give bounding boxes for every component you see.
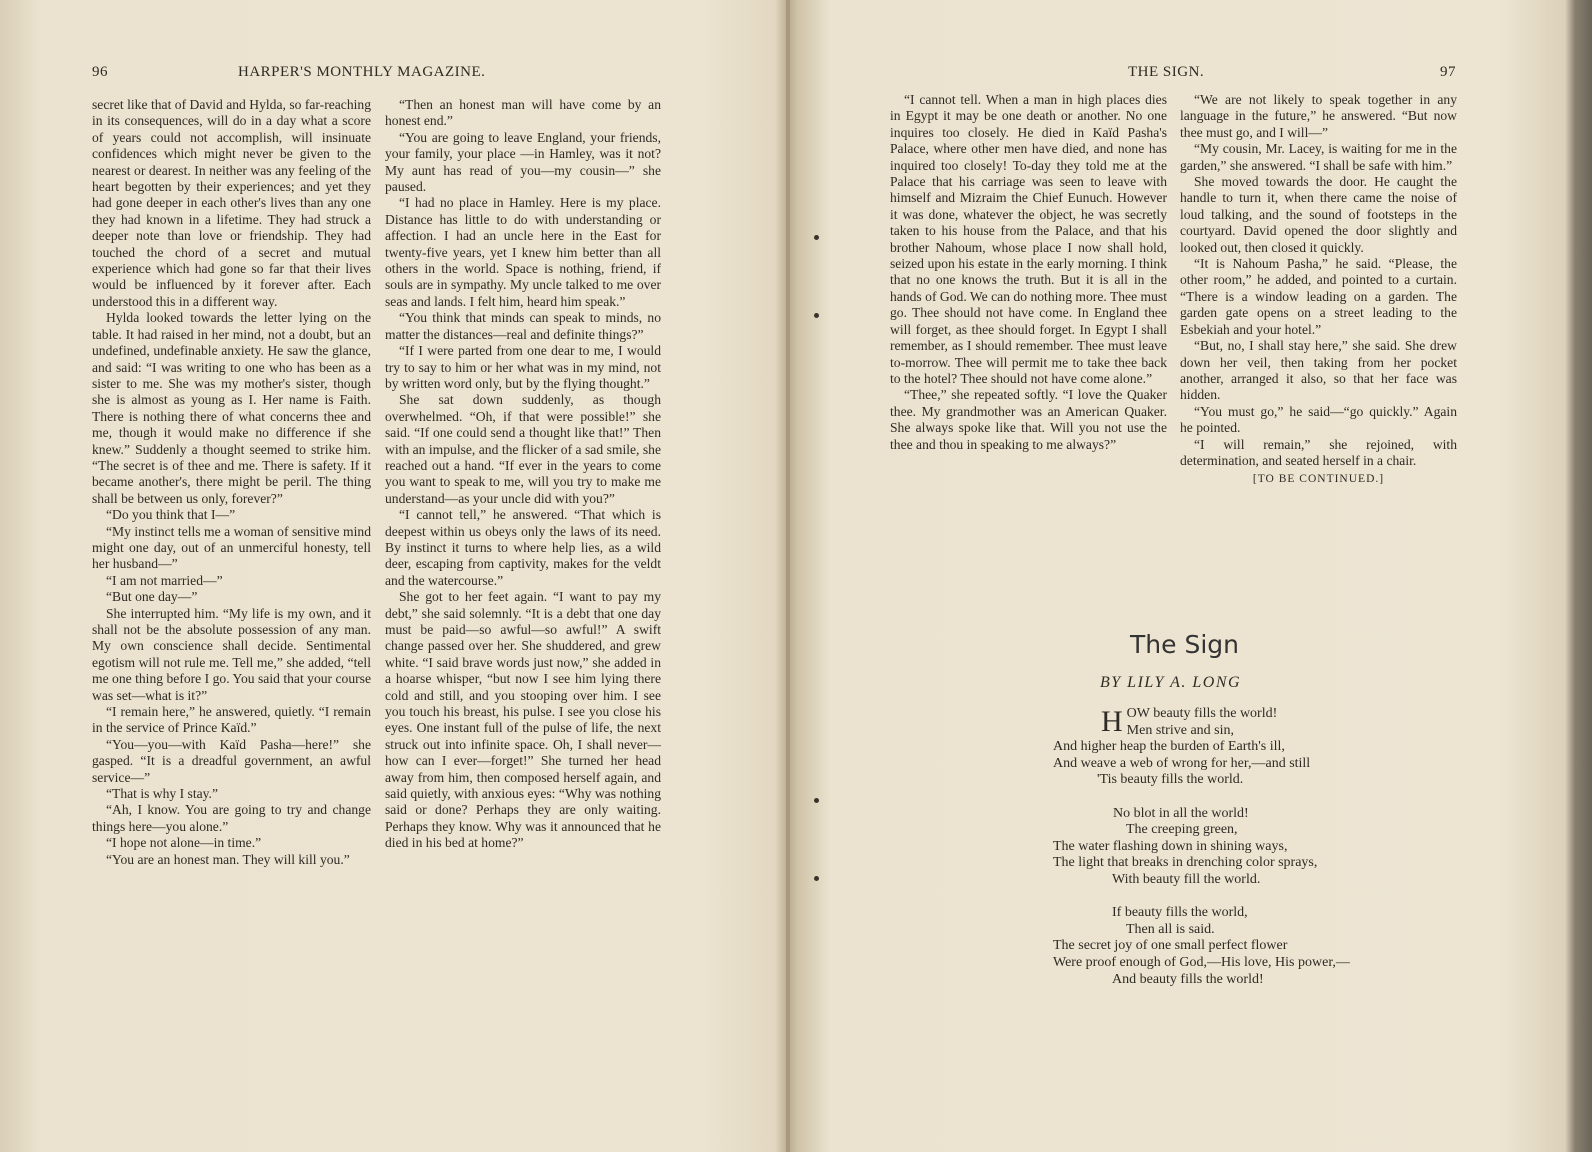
binding-hole xyxy=(814,313,819,318)
paragraph: “We are not likely to speak together in any language in the future,” he answered. “But now thee must go, and I will—” xyxy=(1180,92,1457,140)
poem-byline: BY LILY A. LONG xyxy=(1100,674,1242,691)
paragraph: She moved towards the door. He caught the handle to turn it, when there came the noise of loud talking, and the sound of footsteps in the courtyard. David opened the door slightly and looked out, then closed it quickly. xyxy=(1180,174,1457,255)
paragraph: “Ah, I know. You are going to try and change things here—you alone.” xyxy=(92,802,371,834)
right-column-2 xyxy=(1180,92,1457,488)
poem-line: The water flashing down in shining ways, xyxy=(1053,838,1288,854)
poem-line: Were proof enough of God,—His love, His power,— xyxy=(1053,954,1350,970)
poem-line: HOW beauty fills the world! xyxy=(1101,705,1278,738)
paragraph: “Do you think that I—” xyxy=(106,507,236,523)
poem-line: And higher heap the burden of Earth's ill, xyxy=(1053,739,1285,755)
paragraph: She got to her feet again. “I want to pay my debt,” she said solemnly. “It is a debt that one day must be paid—so awful—so awful!” A swift change passed over her. She shuddered, and grew white. “I said brave words just now,” she added in a hoarse whisper, “but now I see him lying there cold and still, and you stooping over him. I see you touch his breast, his pulse. I see you close his eyes. One instant full of the pulse of life, the next struck out into infinite space. Oh, I shall never—how can I ever—forget!” She turned her head away from him, then composed herself again, and said quietly, with anxious eyes: “Why was nothing said or done? Perhaps they are only waiting. Perhaps they know. Why was it announced that he died in his bed at home?” xyxy=(385,589,661,851)
paragraph: “If I were parted from one dear to me, I would try to say to him or her what was in my mind, not by written word only, but by the flying thought.” xyxy=(385,343,661,391)
binding-hole xyxy=(814,235,819,240)
page-number-left: 96 xyxy=(92,64,108,80)
poem-line: No blot in all the world! xyxy=(1113,805,1249,821)
paragraph: “You—you—with Kaïd Pasha—here!” she gasped. “It is a dreadful government, an awful service—” xyxy=(92,736,371,785)
paragraph: “Thee,” she repeated softly. “I love the Quaker thee. My grandmother was an American Quaker. She always spoke like that. Will you not use the thee and thou in speaking to me always?” xyxy=(890,387,1167,452)
paragraph: “It is Nahoum Pasha,” he said. “Please, the other room,” he added, and pointed to a curtain. “There is a window leading on a garden. The garden gate opens on a street leading to the Esbekiah and your hotel.” xyxy=(1180,256,1457,337)
stanza-1 xyxy=(1053,706,1350,789)
binding-hole xyxy=(814,798,819,803)
paragraph: “You must go,” he said—“go quickly.” Again he pointed. xyxy=(1180,403,1457,436)
left-page xyxy=(0,0,788,1152)
poem-line: Then all is said. xyxy=(1126,921,1215,937)
right-column-1 xyxy=(890,92,1167,453)
poem-line: With beauty fill the world. xyxy=(1112,871,1261,887)
running-head-right: THE SIGN. xyxy=(1128,64,1205,80)
paragraph: “I will remain,” she rejoined, with determination, and seated herself in a chair. xyxy=(1180,436,1457,468)
poem-line: The secret joy of one small perfect flower xyxy=(1053,938,1288,954)
paragraph: “You think that minds can speak to minds, no matter the distances—real and definite things?” xyxy=(385,310,661,342)
stanza-2 xyxy=(1053,806,1350,889)
paragraph: secret like that of David and Hylda, so far-reaching in its consequences, will do in a day what a score of years could not accomplish, will insinuate confidences which might never be given to the nearest or dearest. In neither was any feeling of the heart begotten by their experiences; and yet they had gone deeper in each other's lives than any one they had known in a lifetime. They had struck a deeper note than love or friendship. They had touched the chord of a secret and mutual experience which had gone so far that their lives would be influenced by it forever after. Each understood this in a different way. xyxy=(92,97,371,309)
stanza-3 xyxy=(1053,905,1350,988)
poem xyxy=(1053,706,1350,1005)
poem-line: Men strive and sin, xyxy=(1126,722,1234,738)
paragraph: “My cousin, Mr. Lacey, is waiting for me in the garden,” she answered. “I shall be safe with him.” xyxy=(1180,141,1457,173)
poem-line: And beauty fills the world! xyxy=(1112,971,1264,987)
poem-title: The Sign xyxy=(1130,630,1239,659)
poem-line: The light that breaks in drenching color sprays, xyxy=(1053,855,1318,871)
page-number-right: 97 xyxy=(1440,64,1456,80)
paragraph: She interrupted him. “My life is my own, and it shall not be the absolute possession of any man. My own conscience shall decide. Sentimental egotism will not rule me. Tell me,” she added, “tell me one thing before I go. You said that your course was set—what is it?” xyxy=(92,605,371,703)
paragraph: “That is why I stay.” xyxy=(106,786,218,802)
paragraph: “I remain here,” he answered, quietly. “I remain in the service of Prince Kaïd.” xyxy=(92,704,371,736)
paragraph: Hylda looked towards the letter lying on the table. It had raised in her mind, not a doubt, but an undefined, undefinable anxiety. He saw the glance, and said: “I was writing to one who has been as a sister to me. She was my mother's sister, though she is almost as young as I. Her name is Faith. There is nothing there of what concerns thee and me, though it would make no difference if she knew.” Suddenly a thought seemed to strike him. “The secret is of thee and me. There is safety. If it became another's, there might be peril. The thing shall be between us only, forever?” xyxy=(92,310,371,506)
paragraph: “You are going to leave England, your friends, your family, your place —in Hamley, was it not? My aunt has read of you—my cousin—” she paused. xyxy=(385,129,661,195)
poem-line: And weave a web of wrong for her,—and still xyxy=(1053,755,1311,771)
binding-hole xyxy=(814,876,819,881)
paragraph: “My instinct tells me a woman of sensitive mind might one day, out of an unmerciful honesty, tell her husband—” xyxy=(92,523,371,572)
poem-line: The creeping green, xyxy=(1126,822,1238,838)
paragraph: “But one day—” xyxy=(106,589,198,605)
paragraph: “I had no place in Hamley. Here is my place. Distance has little to do with understanding or affection. I had an uncle here in the East for twenty-five years, yet I knew him better than all others in the world. Space is nothing, friend, if souls are in sympathy. My uncle talked to me over seas and lands. I felt him, heard him speak.” xyxy=(385,195,661,309)
poem-line: 'Tis beauty fills the world. xyxy=(1097,772,1244,788)
paragraph: “I cannot tell,” he answered. “That which is deepest within us obeys only the laws of its need. By instinct it turns to where help lies, as a wild deer, escaping from captivity, makes for the veldt and the watercourse.” xyxy=(385,507,661,588)
left-column-2 xyxy=(385,97,661,852)
paragraph: “I hope not alone—in time.” xyxy=(106,835,262,851)
poem-line: If beauty fills the world, xyxy=(1112,905,1248,921)
paragraph: She sat down suddenly, as though overwhelmed. “Oh, if that were possible!” she said. “If one could send a thought like that!” Then with an impulse, and the flicker of a sad smile, she reached out a hand. “If ever in the years to come you want to speak to me, will you try to make me understand—as your uncle did with you?” xyxy=(385,392,661,506)
running-head-left: HARPER'S MONTHLY MAGAZINE. xyxy=(238,64,486,80)
paragraph: “I cannot tell. When a man in high places dies in Egypt it may be one death or another. No one inquires too closely. He died in Kaïd Pasha's Palace, where other men have died, and none has inquired too closely! To-day they told me at the Palace that his carriage was seen to leave with himself and Mizraim the Chief Eunuch. However it was done, whatever the object, he was secretly taken to his house from the Palace, and that his brother Nahoum, whose place I now shall hold, seized upon his estate in the early morning. I think that no one knows the truth. But it is all in the hands of God. We can do nothing more. Thee must go. Thee should not have come. In England thee will forget, as thee should forget. In Egypt I shall remember, as I should remember. Thee must leave to-morrow. Thee will permit me to take thee back to the hotel? Thee should not have come alone.” xyxy=(890,92,1167,386)
paragraph: “Then an honest man will have come by an honest end.” xyxy=(385,97,661,129)
paragraph: “You are an honest man. They will kill you.” xyxy=(106,851,350,867)
drop-cap: H xyxy=(1101,705,1123,738)
left-column-1 xyxy=(92,97,371,868)
to-be-continued: [TO BE CONTINUED.] xyxy=(1252,473,1385,486)
paragraph: “I am not married—” xyxy=(106,572,223,588)
paragraph: “But, no, I shall stay here,” she said. She drew down her veil, then taking from her pocket another, arranged it also, so that her face was hidden. xyxy=(1180,338,1457,403)
